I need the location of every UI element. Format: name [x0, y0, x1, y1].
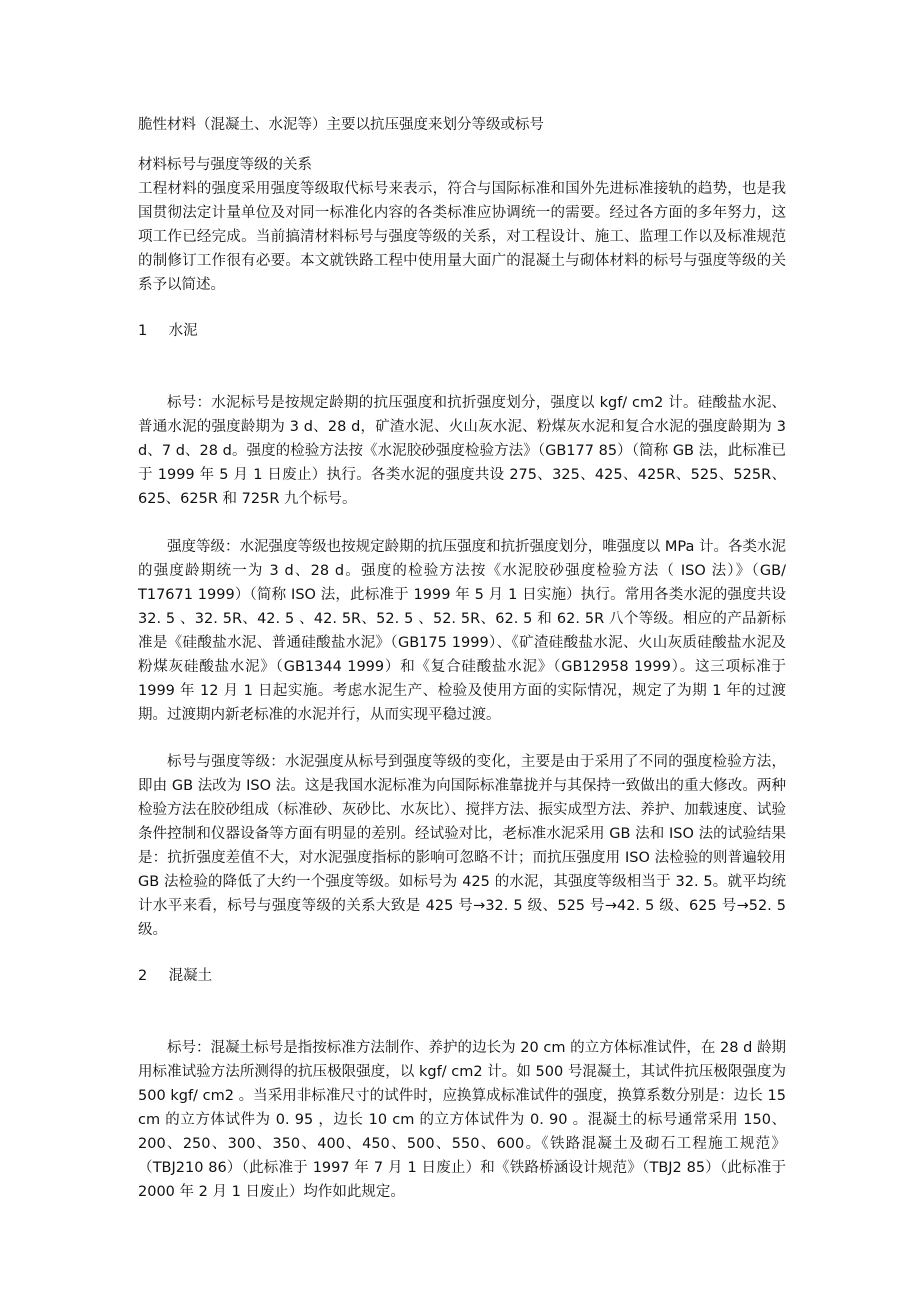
intro-paragraph: 工程材料的强度采用强度等级取代标号来表示，符合与国际标准和国外先进标准接轨的趋势，也是我国贯彻法定计量单位及对同一标准化内容的各类标准应协调统一的需要。经过各方面的多年努力，这项工作已经完成。当前搞清材料标号与强度等级的关系，对工程设计、施工、监理工作以及标准规范的制修订工作很有必要。本文就铁路工程中使用量大面广的混凝土与砌体材料的标号与强度等级的关系予以简述。	[138, 181, 786, 293]
cement-strength-class-paragraph: 强度等级：水泥强度等级也按规定龄期的抗压强度和抗折强度划分，唯强度以 MPa 计。各类水泥的强度龄期统一为 3 d、28 d。强度的检验方法按《水泥胶砂强度检验方法（ ISO 法）》（GB/ T17671 1999）（简称 ISO 法，此标准于 1999 年 5 月 1 日实施）执行。常用各类水泥的强度共设 32. 5 、32. 5R、42. 5 、42. 5R、52. 5 、52. 5R、62. 5 和 62. 5R 八个等级。相应的产品新标准是《硅酸盐水泥、普通硅酸盐水泥》（GB175 1999）、《矿渣硅酸盐水泥、火山灰质硅酸盐水泥及粉煤灰硅酸盐水泥》（GB1344 1999）和《复合硅酸盐水泥》（GB12958 1999）。这三项标准于 1999 年 12 月 1 日起实施。考虑水泥生产、检验及使用方面的实际情况，规定了为期 1 年的过渡期。过渡期内新老标准的水泥并行，从而实现平稳过渡。	[138, 539, 786, 723]
section-1-number: 1	[138, 323, 148, 339]
intro-heading: 材料标号与强度等级的关系	[138, 157, 312, 173]
section-2-heading	[138, 964, 212, 988]
cement-mark-vs-class-paragraph: 标号与强度等级：水泥强度从标号到强度等级的变化，主要是由于采用了不同的强度检验方法，即由 GB 法改为 ISO 法。这是我国水泥标准为向国际标准靠拢并与其保持一致做出的重大修改。两种检验方法在胶砂组成（标准砂、灰砂比、水灰比）、搅拌方法、振实成型方法、养护、加载速度、试验条件控制和仪器设备等方面有明显的差别。经试验对比，老标准水泥采用 GB 法和 ISO 法的试验结果是：抗折强度差值不大，对水泥强度指标的影响可忽略不计；而抗压强度用 ISO 法检验的则普遍较用 GB 法检验的降低了大约一个强度等级。如标号为 425 的水泥，其强度等级相当于 32. 5。就平均统计水平来看，标号与强度等级的关系大致是 425 号→32. 5 级、525 号→42. 5 级、625 号→52. 5 级。	[138, 754, 786, 938]
document-title: 脆性材料（混凝土、水泥等）主要以抗压强度来划分等级或标号	[138, 117, 544, 133]
section-2-number: 2	[138, 968, 148, 984]
cement-grade-mark-paragraph: 标号：水泥标号是按规定龄期的抗压强度和抗折强度划分，强度以 kgf/ cm2 计。硅酸盐水泥、普通水泥的强度龄期为 3 d、28 d，矿渣水泥、火山灰水泥、粉煤灰水泥和复合水泥的强度龄期为 3 d、7 d、28 d。强度的检验方法按《水泥胶砂强度检验方法》（GB177 85）（简称 GB 法，此标准已于 1999 年 5 月 1 日废止）执行。各类水泥的强度共设 275、325、425、425R、525、525R、625、625R 和 725R 九个标号。	[138, 395, 786, 507]
section-1-title: 水泥	[168, 323, 198, 339]
section-1-heading	[138, 319, 198, 343]
section-2-title: 混凝土	[168, 968, 213, 984]
concrete-grade-mark-paragraph: 标号：混凝土标号是指按标准方法制作、养护的边长为 20 cm 的立方体标准试件，在 28 d 龄期用标准试验方法所测得的抗压极限强度，以 kgf/ cm2 计。如 500 号混凝土，其试件抗压极限强度为 500 kgf/ cm2 。当采用非标准尺寸的试件时，应换算成标准试件的强度，换算系数分别是：边长 15 cm 的立方体试件为 0. 95 ，边长 10 cm 的立方体试件为 0. 90 。混凝土的标号通常采用 150、200、250、300、350、400、450、500、550、600。《铁路混凝土及砌石工程施工规范》（TBJ210 86）（此标准于 1997 年 7 月 1 日废止）和《铁路桥涵设计规范》（TBJ2 85）（此标准于 2000 年 2 月 1 日废止）均作如此规定。	[138, 1040, 786, 1200]
